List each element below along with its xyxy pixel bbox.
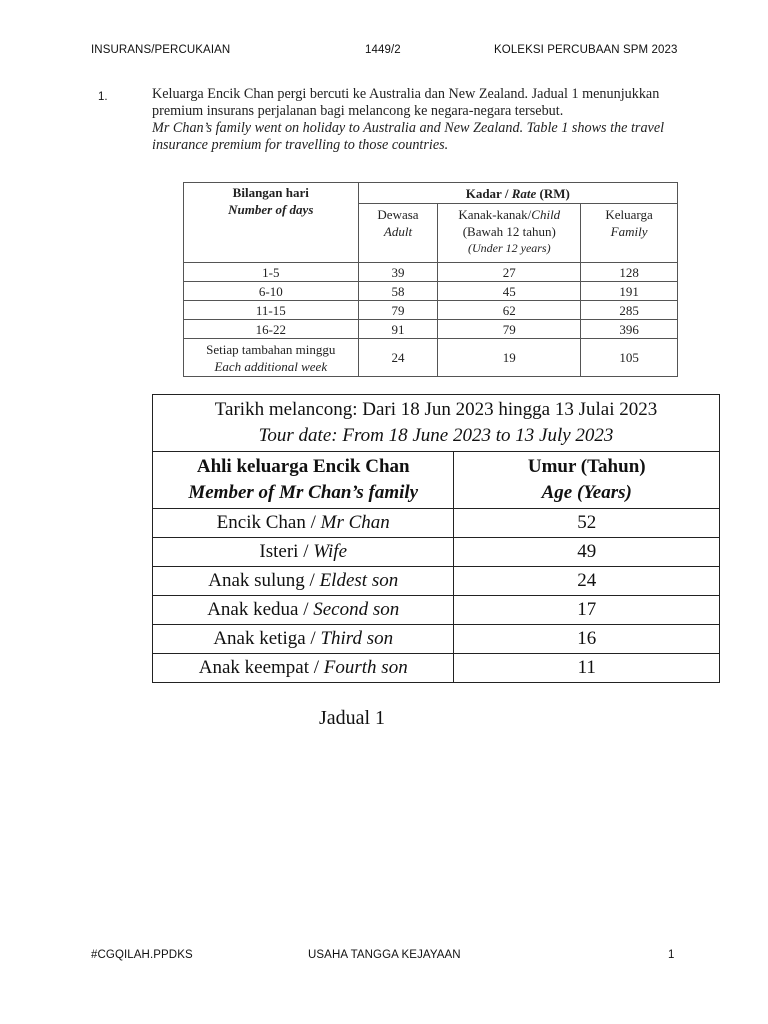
insurance-rate-table xyxy=(183,182,678,377)
table-row: 1-5 39 27 128 xyxy=(184,263,678,282)
table-row: Encik Chan / Mr Chan 52 xyxy=(153,509,720,538)
child-header: Kanak-kanak/Child (Bawah 12 tahun) (Under 12 years) xyxy=(438,204,581,263)
rate-header: Kadar / Rate (RM) xyxy=(358,183,677,204)
days-header: Bilangan hari Number of days xyxy=(184,183,359,263)
table-caption: Jadual 1 xyxy=(318,707,386,729)
question-number: 1. xyxy=(98,91,108,103)
question-text-ms-2: premium insurans perjalanan bagi melancong ke negara-negara tersebut. xyxy=(152,103,564,119)
header-center: 1449/2 xyxy=(365,44,401,56)
table-row: Anak ketiga / Third son 16 xyxy=(153,625,720,654)
table-row: Anak keempat / Fourth son 11 xyxy=(153,654,720,683)
family-members-table xyxy=(152,394,720,683)
page-number: 1 xyxy=(668,949,675,961)
family-header: Keluarga Family xyxy=(581,204,678,263)
footer-left: #CGQILAH.PPDKS xyxy=(91,949,193,961)
question-text-ms-1: Keluarga Encik Chan pergi bercuti ke Australia dan New Zealand. Jadual 1 menunjukkan xyxy=(152,86,660,102)
age-header: Umur (Tahun) Age (Years) xyxy=(454,452,720,509)
tour-date: Tarikh melancong: Dari 18 Jun 2023 hingga 13 Julai 2023 Tour date: From 18 June 2023 to 13 July 2023 xyxy=(153,395,720,452)
table-row: Anak kedua / Second son 17 xyxy=(153,596,720,625)
table-row: 6-10 58 45 191 xyxy=(184,282,678,301)
table-row: Anak sulung / Eldest son 24 xyxy=(153,567,720,596)
footer-center: USAHA TANGGA KEJAYAAN xyxy=(308,949,461,961)
member-header: Ahli keluarga Encik Chan Member of Mr Chan’s family xyxy=(153,452,454,509)
table-row: Isteri / Wife 49 xyxy=(153,538,720,567)
adult-header: Dewasa Adult xyxy=(358,204,438,263)
header-left: INSURANS/PERCUKAIAN xyxy=(91,44,231,56)
header-right: KOLEKSI PERCUBAAN SPM 2023 xyxy=(494,44,678,56)
question-text-en-1: Mr Chan’s family went on holiday to Australia and New Zealand. Table 1 shows the travel xyxy=(152,120,665,136)
question-text xyxy=(152,86,732,154)
question-text-en-2: insurance premium for travelling to those countries. xyxy=(152,137,449,153)
table-row: 11-15 79 62 285 xyxy=(184,301,678,320)
table-row: 16-22 91 79 396 xyxy=(184,320,678,339)
table-row: Setiap tambahan minggu Each additional week 24 19 105 xyxy=(184,339,678,377)
